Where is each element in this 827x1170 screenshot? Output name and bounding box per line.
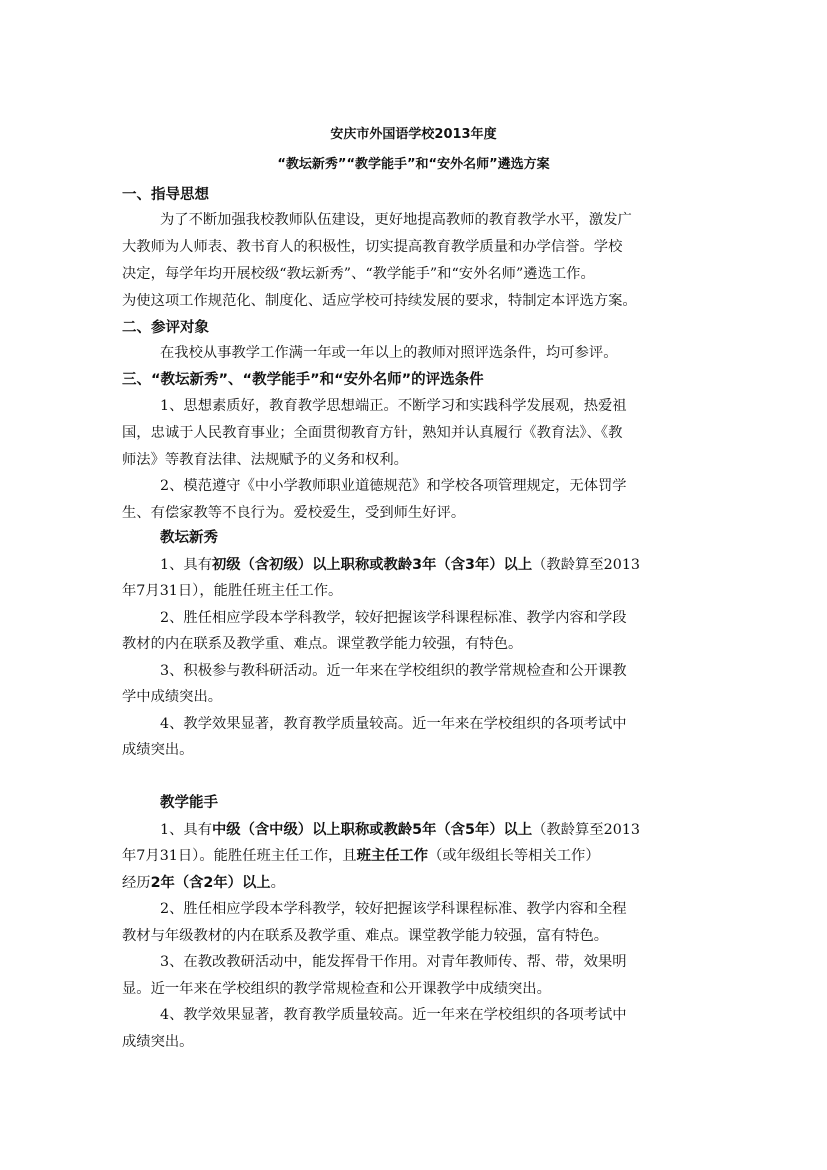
paragraph-line: 年7月31日），能胜任班主任工作。	[122, 583, 343, 599]
paragraph-line	[160, 555, 640, 575]
paragraph-line: 3、积极参与教科研活动。近一年来在学校组织的教学常规检查和公开课教	[160, 663, 627, 679]
bold-requirement: 中级（含中级）以上职称或教龄5年（含5年）以上	[212, 822, 533, 838]
paragraph-line: 2、胜任相应学段本学科教学，较好把握该学科课程标准、教学内容和全程	[160, 901, 627, 917]
paragraph-line: 2、模范遵守《中小学教师职业道德规范》和学校各项管理规定，无体罚学	[160, 478, 627, 494]
paragraph-line: 教材与年级教材的内在联系及教学重、难点。课堂教学能力较强，富有特色。	[122, 928, 609, 944]
text-run: （教龄算至2013	[532, 557, 641, 573]
text-run: （教龄算至2013	[532, 822, 641, 838]
paragraph-line: 教材的内在联系及教学重、难点。课堂教学能力较强，有特色。	[122, 636, 523, 652]
paragraph-line: 4、教学效果显著，教育教学质量较高。近一年来在学校组织的各项考试中	[160, 1007, 627, 1023]
paragraph-line: 1、思想素质好，教育教学思想端正。不断学习和实践科学发展观，热爱祖	[160, 398, 627, 414]
subheading-teaching-expert: 教学能手	[160, 795, 218, 811]
text-run: 1、具有	[160, 557, 212, 573]
paragraph-line: 成绩突出。	[122, 742, 194, 758]
text-run: 1、具有	[160, 822, 212, 838]
paragraph-line: 大教师为人师表、教书育人的积极性，切实提高教育教学质量和办学信誉。学校	[122, 239, 623, 255]
text-run: 经历	[122, 875, 151, 891]
paragraph-line: 显。近一年来在学校组织的教学常规检查和公开课教学中成绩突出。	[122, 981, 551, 997]
paragraph-line: 在我校从事教学工作满一年或一年以上的教师对照评选条件，均可参评。	[160, 345, 618, 361]
text-run: 年7月31日）。能胜任班主任工作，且	[122, 848, 357, 864]
document-title-line-2: “教坛新秀”“教学能手”和“安外名师”遴选方案	[277, 157, 550, 172]
paragraph-line	[122, 846, 600, 866]
paragraph-line: 成绩突出。	[122, 1034, 194, 1050]
document-title-line-1: 安庆市外国语学校2013年度	[330, 127, 497, 142]
paragraph-line: 3、在教改教研活动中，能发挥骨干作用。对青年教师传、帮、带，效果明	[160, 954, 627, 970]
text-run: 。	[270, 875, 285, 891]
paragraph-line: 生、有偿家教等不良行为。爱校爱生，受到师生好评。	[122, 505, 466, 521]
paragraph-line: 国，忠诚于人民教育事业；全面贯彻教育方针，熟知并认真履行《教育法》、《教	[122, 425, 623, 441]
paragraph-line: 为了不断加强我校教师队伍建设，更好地提高教师的教育教学水平，激发广	[160, 212, 632, 228]
paragraph-line: 4、教学效果显著，教育教学质量较高。近一年来在学校组织的各项考试中	[160, 716, 627, 732]
paragraph-line: 学中成绩突出。	[122, 689, 223, 705]
text-run: （或年级组长等相关工作）	[428, 848, 600, 864]
paragraph-line: 师法》等教育法律、法规赋予的义务和权利。	[122, 452, 408, 468]
bold-requirement: 2年（含2年）以上	[150, 875, 271, 891]
paragraph-line: 为使这项工作规范化、制度化、适应学校可持续发展的要求，特制定本评选方案。	[122, 293, 637, 309]
paragraph-line	[122, 873, 285, 893]
paragraph-line: 决定，每学年均开展校级“教坛新秀”、“教学能手”和“安外名师”遴选工作。	[122, 266, 595, 282]
bold-requirement: 班主任工作	[356, 848, 429, 864]
subheading-new-star: 教坛新秀	[160, 530, 218, 546]
section-heading-guiding-ideology: 一、指导思想	[122, 187, 209, 203]
bold-requirement: 初级（含初级）以上职称或教龄3年（含3年）以上	[212, 557, 533, 573]
paragraph-line	[160, 820, 640, 840]
section-heading-selection-criteria: 三、“教坛新秀”、“教学能手”和“安外名师”的评选条件	[122, 372, 484, 388]
paragraph-line: 2、胜任相应学段本学科教学，较好把握该学科课程标准、教学内容和学段	[160, 610, 627, 626]
section-heading-eligible-candidates: 二、参评对象	[122, 320, 209, 336]
